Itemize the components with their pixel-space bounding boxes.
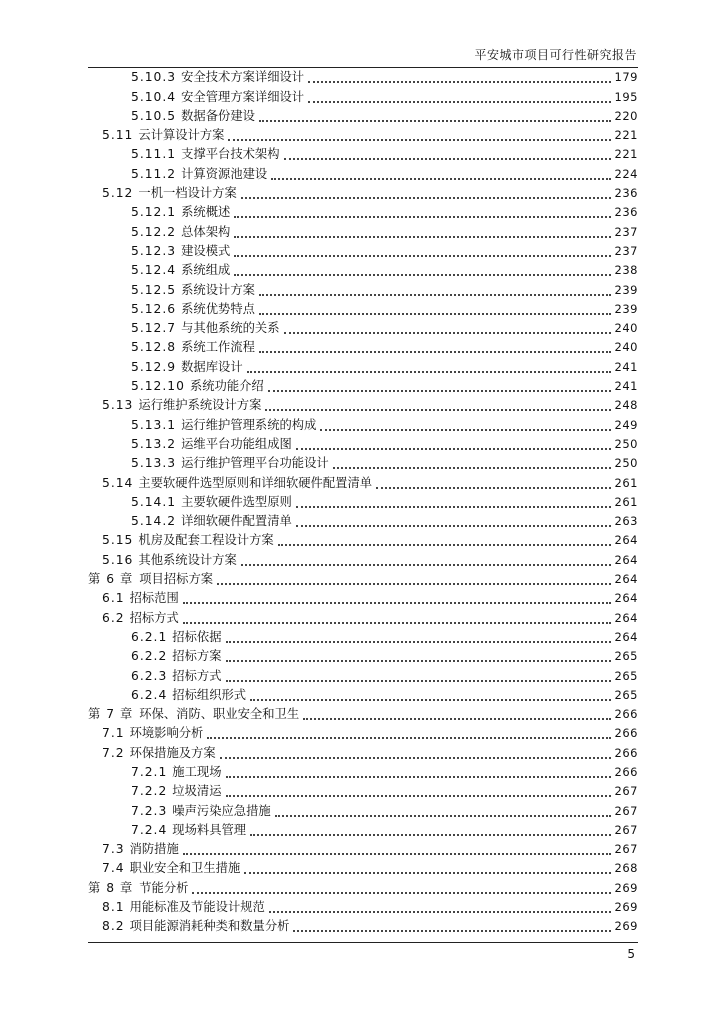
toc-entry-page: 236 — [614, 205, 638, 220]
toc-entry-title: 系统组成 — [181, 263, 231, 278]
toc-dot-leader — [293, 930, 610, 932]
toc-dot-leader — [296, 506, 611, 508]
toc-dot-leader — [226, 680, 611, 682]
table-of-contents — [88, 68, 638, 936]
toc-dot-leader — [278, 544, 611, 546]
toc-entry-page: 269 — [614, 900, 638, 915]
toc-entry-page: 220 — [614, 108, 638, 123]
toc-entry-title: 现场料具管理 — [172, 822, 247, 837]
toc-entry-number: 5.12 — [102, 186, 134, 201]
toc-entry[interactable] — [88, 821, 638, 840]
toc-dot-leader — [284, 332, 611, 334]
toc-entry-page: 264 — [614, 552, 638, 567]
toc-entry[interactable] — [88, 126, 638, 145]
toc-entry[interactable] — [88, 107, 638, 126]
toc-dot-leader — [183, 622, 611, 624]
toc-entry-number: 5.12.10 — [131, 379, 185, 394]
toc-dot-leader — [241, 197, 611, 199]
toc-entry-title: 噪声污染应急措施 — [172, 803, 271, 818]
toc-entry-page: 179 — [614, 70, 638, 85]
toc-dot-leader — [234, 216, 610, 218]
toc-dot-leader — [241, 564, 611, 566]
toc-dot-leader — [250, 834, 610, 836]
toc-entry-page: 264 — [614, 533, 638, 548]
toc-entry-title: 节能分析 — [139, 880, 189, 895]
toc-dot-leader — [296, 525, 611, 527]
toc-entry-title: 详细软硬件配置清单 — [181, 514, 292, 529]
toc-entry-page: 264 — [614, 572, 638, 587]
toc-entry-number: 5.12.4 — [131, 263, 177, 278]
toc-entry[interactable] — [88, 222, 638, 241]
toc-entry-title: 施工现场 — [172, 764, 222, 779]
toc-entry-number: 5.12.6 — [131, 301, 177, 316]
toc-dot-leader — [259, 313, 611, 315]
toc-entry[interactable] — [88, 608, 638, 627]
toc-entry-number: 5.15 — [102, 533, 134, 548]
toc-entry-title: 环境影响分析 — [129, 726, 204, 741]
toc-entry[interactable] — [88, 145, 638, 164]
toc-dot-leader — [234, 274, 610, 276]
toc-entry-number: 5.10.4 — [131, 89, 177, 104]
toc-dot-leader — [226, 795, 611, 797]
toc-entry-title: 系统概述 — [181, 205, 231, 220]
toc-dot-leader — [183, 853, 611, 855]
toc-entry-number: 第 7 章 — [88, 707, 134, 722]
toc-entry-number: 7.2.2 — [131, 784, 168, 799]
toc-entry[interactable] — [88, 743, 638, 762]
toc-entry-title: 垃圾清运 — [172, 784, 222, 799]
toc-entry-title: 招标方式 — [172, 668, 222, 683]
toc-entry-number: 5.12.1 — [131, 205, 177, 220]
toc-entry-title: 运行维护系统设计方案 — [138, 398, 262, 413]
toc-entry-number: 5.13 — [102, 398, 134, 413]
toc-entry-page: 239 — [614, 282, 638, 297]
toc-entry-number: 7.2 — [102, 745, 125, 760]
toc-entry-page: 264 — [614, 591, 638, 606]
toc-entry-page: 269 — [614, 919, 638, 934]
toc-entry-page: 265 — [614, 687, 638, 702]
toc-entry-number: 5.12.5 — [131, 282, 177, 297]
toc-entry-page: 265 — [614, 649, 638, 664]
toc-entry-page: 267 — [614, 842, 638, 857]
toc-entry-number: 5.13.2 — [131, 436, 177, 451]
toc-dot-leader — [308, 81, 610, 83]
page-number: 5 — [627, 947, 635, 961]
toc-entry-number: 8.2 — [102, 919, 125, 934]
toc-entry-title: 云计算设计方案 — [138, 128, 225, 143]
toc-entry-number: 8.1 — [102, 900, 125, 915]
toc-entry-page: 261 — [614, 475, 638, 490]
toc-entry-title: 其他系统设计方案 — [138, 552, 237, 567]
document-header-title: 平安城市项目可行性研究报告 — [474, 48, 637, 62]
toc-entry[interactable] — [88, 570, 638, 589]
toc-entry-title: 与其他系统的关系 — [181, 321, 280, 336]
toc-entry-number: 6.1 — [102, 591, 125, 606]
toc-entry-title: 系统功能介绍 — [189, 379, 264, 394]
toc-entry[interactable] — [88, 512, 638, 531]
toc-entry-number: 5.14.2 — [131, 514, 177, 529]
toc-entry-number: 5.11.2 — [131, 166, 177, 181]
toc-entry[interactable] — [88, 164, 638, 183]
toc-entry-number: 5.16 — [102, 552, 134, 567]
toc-entry[interactable] — [88, 782, 638, 801]
toc-entry[interactable] — [88, 473, 638, 492]
toc-dot-leader — [303, 718, 610, 720]
toc-entry-page: 269 — [614, 880, 638, 895]
toc-dot-leader — [234, 236, 610, 238]
toc-entry-page: 265 — [614, 668, 638, 683]
toc-dot-leader — [268, 390, 611, 392]
toc-entry-page: 250 — [614, 456, 638, 471]
toc-entry[interactable] — [88, 261, 638, 280]
toc-dot-leader — [226, 660, 611, 662]
toc-entry-title: 运行维护管理平台功能设计 — [181, 456, 329, 471]
toc-entry-title: 招标组织形式 — [172, 687, 247, 702]
toc-entry[interactable] — [88, 705, 638, 724]
toc-entry-title: 机房及配套工程设计方案 — [138, 533, 274, 548]
toc-entry-number: 6.2.1 — [131, 629, 168, 644]
footer-rule — [88, 942, 638, 943]
toc-entry[interactable] — [88, 917, 638, 936]
toc-entry[interactable] — [88, 724, 638, 743]
toc-dot-leader — [192, 892, 610, 894]
toc-entry-title: 安全管理方案详细设计 — [181, 89, 305, 104]
toc-entry-title: 安全技术方案详细设计 — [181, 70, 305, 85]
toc-entry-number: 7.2.4 — [131, 822, 168, 837]
toc-entry-title: 项目招标方案 — [139, 572, 214, 587]
toc-dot-leader — [296, 448, 611, 450]
toc-dot-leader — [259, 351, 611, 353]
toc-entry-number: 7.2.1 — [131, 764, 168, 779]
toc-entry-page: 221 — [614, 147, 638, 162]
toc-entry-page: 195 — [614, 89, 638, 104]
toc-entry[interactable] — [88, 531, 638, 550]
toc-entry-number: 5.14 — [102, 475, 134, 490]
toc-entry[interactable] — [88, 763, 638, 782]
toc-entry-page: 267 — [614, 822, 638, 837]
toc-entry[interactable] — [88, 357, 638, 376]
toc-dot-leader — [275, 815, 611, 817]
toc-entry-title: 运维平台功能组成图 — [181, 436, 292, 451]
toc-entry-page: 264 — [614, 629, 638, 644]
toc-entry-number: 6.2.4 — [131, 687, 168, 702]
toc-dot-leader — [228, 139, 610, 141]
toc-entry-title: 系统工作流程 — [181, 340, 255, 355]
toc-entry-page: 268 — [614, 861, 638, 876]
toc-entry-page: 249 — [614, 417, 638, 432]
toc-entry[interactable] — [88, 647, 638, 666]
toc-entry-number: 6.2.3 — [131, 668, 168, 683]
toc-entry-title: 用能标准及节能设计规范 — [129, 900, 265, 915]
toc-entry-page: 238 — [614, 263, 638, 278]
toc-entry-page: 264 — [614, 610, 638, 625]
toc-entry-title: 招标方案 — [172, 649, 222, 664]
toc-entry-title: 职业安全和卫生措施 — [129, 861, 241, 876]
toc-entry-title: 总体架构 — [181, 224, 231, 239]
toc-entry[interactable] — [88, 686, 638, 705]
toc-entry-page: 240 — [614, 321, 638, 336]
toc-entry-page: 237 — [614, 243, 638, 258]
toc-dot-leader — [265, 409, 610, 411]
toc-entry[interactable] — [88, 87, 638, 106]
toc-entry-number: 7.2.3 — [131, 803, 168, 818]
toc-entry-number: 5.11 — [102, 128, 134, 143]
toc-entry-title: 招标依据 — [172, 629, 222, 644]
toc-entry[interactable] — [88, 454, 638, 473]
toc-entry[interactable] — [88, 878, 638, 897]
toc-entry[interactable] — [88, 435, 638, 454]
toc-entry-page: 248 — [614, 398, 638, 413]
toc-entry[interactable] — [88, 396, 638, 415]
toc-entry-page: 239 — [614, 301, 638, 316]
toc-entry[interactable] — [88, 589, 638, 608]
toc-entry-number: 7.3 — [102, 842, 125, 857]
toc-dot-leader — [320, 429, 610, 431]
toc-dot-leader — [250, 699, 610, 701]
toc-entry-page: 266 — [614, 764, 638, 779]
toc-dot-leader — [333, 467, 611, 469]
toc-entry-page: 266 — [614, 726, 638, 741]
toc-entry-title: 系统优势特点 — [181, 301, 255, 316]
toc-entry-title: 环保措施及方案 — [129, 745, 216, 760]
toc-dot-leader — [217, 583, 611, 585]
toc-entry[interactable] — [88, 801, 638, 820]
toc-dot-leader — [308, 101, 610, 103]
toc-entry-number: 7.4 — [102, 861, 125, 876]
toc-entry-title: 主要软硬件选型原则 — [181, 494, 292, 509]
toc-entry-number: 5.10.5 — [131, 108, 177, 123]
toc-entry[interactable] — [88, 319, 638, 338]
toc-entry-title: 主要软硬件选型原则和详细软硬件配置清单 — [138, 475, 373, 490]
toc-entry[interactable] — [88, 493, 638, 512]
toc-entry-number: 5.12.3 — [131, 243, 177, 258]
toc-entry-page: 241 — [614, 379, 638, 394]
toc-entry[interactable] — [88, 184, 638, 203]
toc-entry-page: 237 — [614, 224, 638, 239]
toc-entry[interactable] — [88, 859, 638, 878]
toc-entry-page: 250 — [614, 436, 638, 451]
toc-entry[interactable] — [88, 628, 638, 647]
toc-dot-leader — [226, 641, 611, 643]
toc-entry-page: 263 — [614, 514, 638, 529]
toc-entry-page: 241 — [614, 359, 638, 374]
toc-entry[interactable] — [88, 377, 638, 396]
toc-entry[interactable] — [88, 300, 638, 319]
toc-entry-title: 支撑平台技术架构 — [181, 147, 280, 162]
toc-dot-leader — [183, 602, 611, 604]
toc-dot-leader — [259, 294, 611, 296]
toc-entry[interactable] — [88, 68, 638, 87]
toc-entry-number: 6.2.2 — [131, 649, 168, 664]
toc-entry-number: 5.11.1 — [131, 147, 177, 162]
toc-entry-number: 5.13.3 — [131, 456, 177, 471]
toc-entry-page: 266 — [614, 707, 638, 722]
toc-entry-title: 数据库设计 — [181, 359, 243, 374]
toc-entry-page: 267 — [614, 784, 638, 799]
toc-entry-number: 5.14.1 — [131, 494, 177, 509]
toc-entry-page: 267 — [614, 803, 638, 818]
toc-entry[interactable] — [88, 242, 638, 261]
toc-entry-title: 数据备份建设 — [181, 108, 255, 123]
toc-entry[interactable] — [88, 203, 638, 222]
toc-dot-leader — [207, 737, 610, 739]
toc-entry-page: 261 — [614, 494, 638, 509]
toc-entry-number: 5.12.9 — [131, 359, 177, 374]
toc-entry[interactable] — [88, 338, 638, 357]
toc-entry[interactable] — [88, 280, 638, 299]
toc-entry-number: 第 6 章 — [88, 572, 134, 587]
toc-entry[interactable] — [88, 840, 638, 859]
toc-entry[interactable] — [88, 415, 638, 434]
toc-entry-number: 6.2 — [102, 610, 125, 625]
toc-entry-page: 224 — [614, 166, 638, 181]
toc-entry-title: 建设模式 — [181, 243, 231, 258]
toc-dot-leader — [220, 757, 611, 759]
toc-entry[interactable] — [88, 898, 638, 917]
toc-entry-number: 5.12.8 — [131, 340, 177, 355]
toc-entry-title: 系统设计方案 — [181, 282, 255, 297]
toc-dot-leader — [247, 371, 611, 373]
toc-entry-number: 5.12.2 — [131, 224, 177, 239]
toc-entry[interactable] — [88, 550, 638, 569]
toc-dot-leader — [376, 487, 611, 489]
toc-dot-leader — [269, 911, 611, 913]
toc-dot-leader — [284, 158, 611, 160]
toc-entry[interactable] — [88, 666, 638, 685]
toc-entry-title: 计算资源池建设 — [181, 166, 268, 181]
toc-entry-number: 5.10.3 — [131, 70, 177, 85]
toc-dot-leader — [244, 872, 610, 874]
toc-entry-page: 236 — [614, 186, 638, 201]
toc-entry-title: 招标方式 — [129, 610, 179, 625]
toc-entry-title: 运行维护管理系统的构成 — [181, 417, 317, 432]
toc-entry-number: 7.1 — [102, 726, 125, 741]
toc-entry-title: 招标范围 — [129, 591, 179, 606]
toc-entry-page: 266 — [614, 745, 638, 760]
toc-entry-title: 一机一档设计方案 — [138, 186, 237, 201]
toc-entry-title: 环保、消防、职业安全和卫生 — [139, 707, 300, 722]
toc-entry-title: 项目能源消耗种类和数量分析 — [129, 919, 290, 934]
toc-dot-leader — [271, 178, 610, 180]
toc-entry-page: 221 — [614, 128, 638, 143]
toc-dot-leader — [226, 776, 611, 778]
toc-entry-number: 5.12.7 — [131, 321, 177, 336]
toc-entry-number: 第 8 章 — [88, 880, 134, 895]
toc-entry-title: 消防措施 — [129, 842, 179, 857]
toc-dot-leader — [259, 120, 611, 122]
toc-entry-number: 5.13.1 — [131, 417, 177, 432]
toc-entry-page: 240 — [614, 340, 638, 355]
toc-dot-leader — [234, 255, 610, 257]
